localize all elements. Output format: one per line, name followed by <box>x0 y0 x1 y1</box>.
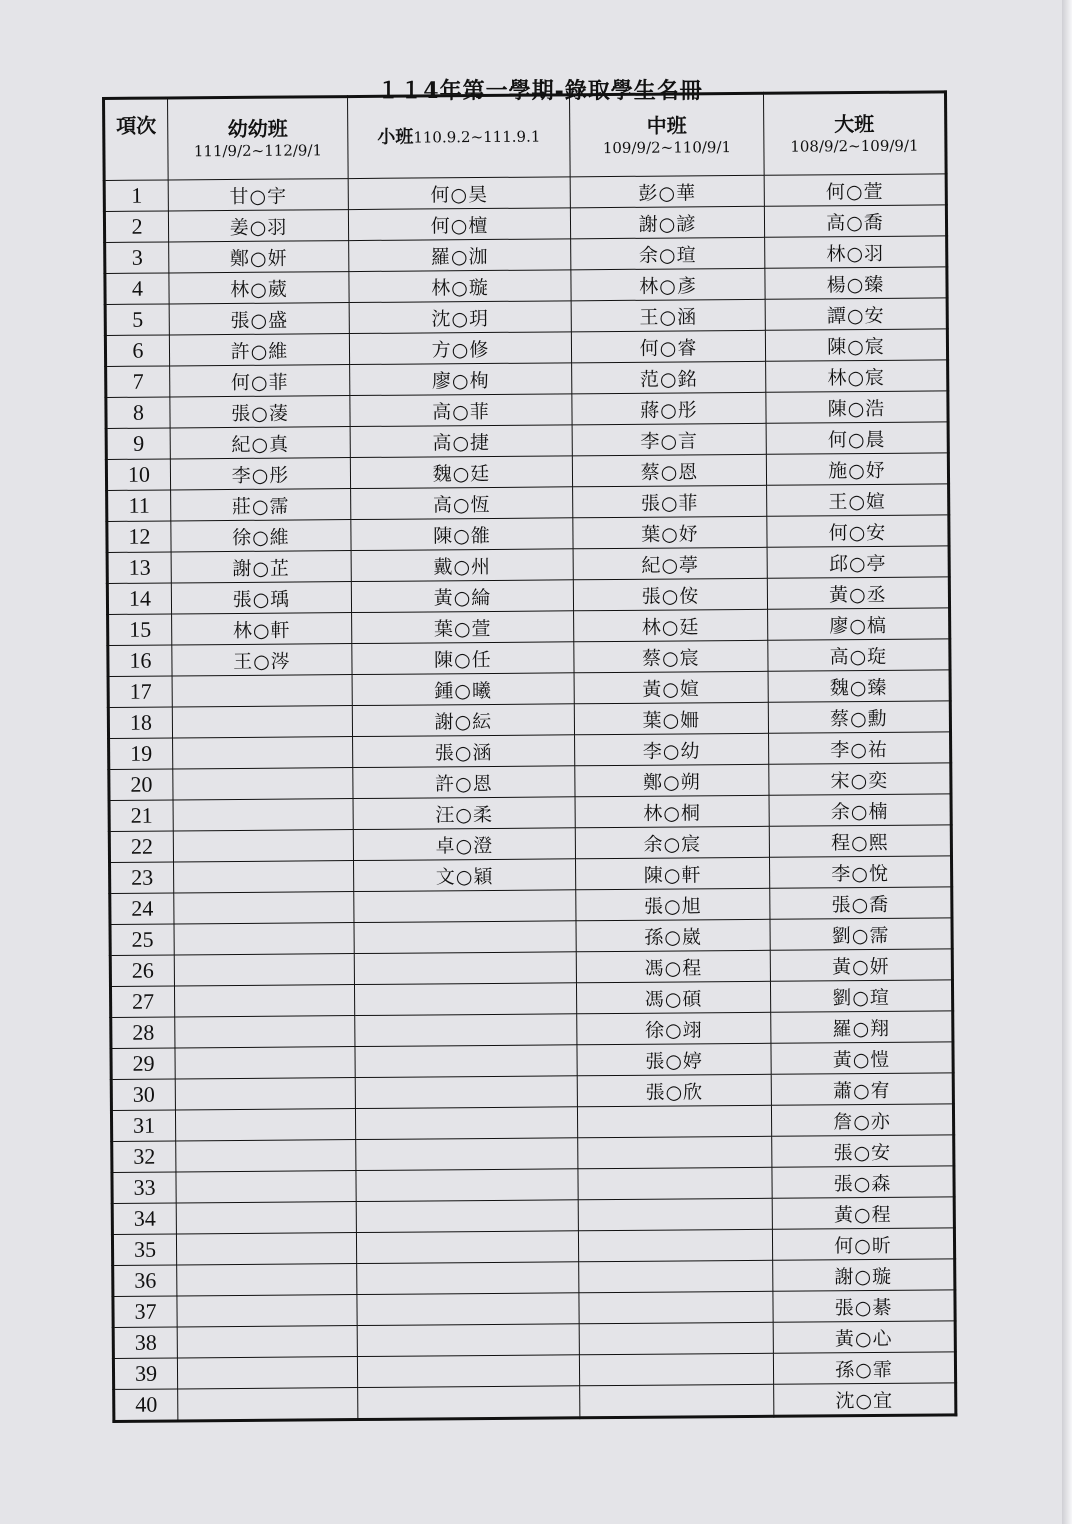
large-student-cell: 何○晨 <box>766 422 948 454</box>
infant-student-cell <box>174 892 354 924</box>
middle-student-cell <box>578 1136 772 1169</box>
large-student-cell: 劉○霈 <box>770 918 952 950</box>
middle-student-cell: 馮○程 <box>576 950 770 983</box>
infant-student-cell: 王○涔 <box>172 644 352 676</box>
large-student-cell: 邱○亭 <box>767 546 949 578</box>
large-student-cell: 楊○臻 <box>765 267 947 299</box>
small-student-cell: 謝○紜 <box>352 704 574 737</box>
middle-student-cell: 林○桐 <box>575 795 769 828</box>
infant-student-cell: 許○維 <box>169 334 349 366</box>
small-class-name: 小班 <box>377 126 414 148</box>
infant-class-name: 幼幼班 <box>227 116 288 142</box>
large-class-range: 108/9/2~109/9/1 <box>790 136 919 156</box>
infant-student-cell <box>178 1388 358 1421</box>
middle-student-cell: 李○幼 <box>575 733 769 766</box>
infant-student-cell <box>172 675 352 707</box>
small-student-cell: 何○檀 <box>348 208 570 241</box>
large-student-cell: 羅○翔 <box>771 1011 953 1043</box>
infant-student-cell <box>173 768 353 800</box>
roster-table-header <box>104 92 947 181</box>
infant-student-cell <box>173 830 353 862</box>
middle-student-cell <box>578 1198 772 1231</box>
item-number-cell: 2 <box>104 211 168 243</box>
large-student-cell: 蕭○宥 <box>771 1073 953 1105</box>
middle-student-cell <box>578 1229 772 1262</box>
middle-class-name: 中班 <box>646 113 687 138</box>
infant-student-cell: 何○菲 <box>170 365 350 397</box>
item-number-cell: 25 <box>110 924 174 956</box>
small-student-cell <box>356 1231 578 1264</box>
large-student-cell: 程○熙 <box>769 825 951 857</box>
large-student-cell: 林○羽 <box>765 236 947 268</box>
item-number-cell: 27 <box>110 986 174 1018</box>
large-student-cell: 黃○愷 <box>771 1042 953 1074</box>
middle-student-cell: 孫○崴 <box>576 919 770 952</box>
large-student-cell: 黃○丞 <box>767 577 949 609</box>
infant-student-cell <box>173 737 353 769</box>
small-student-cell: 高○捷 <box>350 425 572 458</box>
large-student-cell: 廖○槁 <box>768 608 950 640</box>
infant-student-cell <box>177 1264 357 1296</box>
infant-student-cell: 甘○宇 <box>168 179 348 211</box>
large-student-cell: 黃○程 <box>772 1197 954 1229</box>
large-student-cell: 林○宸 <box>766 360 948 392</box>
infant-class-range: 111/9/2~112/9/1 <box>193 141 323 161</box>
small-student-cell <box>355 1107 577 1140</box>
infant-student-cell <box>176 1171 356 1203</box>
middle-student-cell: 葉○姍 <box>574 702 768 735</box>
roster-table-wrapper <box>102 90 954 1423</box>
infant-student-cell <box>175 1109 355 1141</box>
infant-student-cell <box>174 954 354 986</box>
infant-student-cell: 莊○霈 <box>171 489 351 521</box>
middle-student-cell <box>579 1260 773 1293</box>
large-student-cell: 張○喬 <box>770 887 952 919</box>
item-number-cell: 4 <box>105 273 169 305</box>
infant-student-cell <box>176 1233 356 1265</box>
small-student-cell: 廖○栒 <box>350 363 572 396</box>
large-student-cell: 謝○璇 <box>773 1259 955 1291</box>
small-student-cell <box>354 983 576 1016</box>
item-number-cell: 17 <box>108 676 172 708</box>
item-number-cell: 16 <box>108 645 172 677</box>
middle-student-cell: 何○睿 <box>571 330 765 363</box>
infant-student-cell <box>176 1202 356 1234</box>
infant-student-cell: 張○蓤 <box>170 396 350 428</box>
item-number-cell: 29 <box>111 1048 175 1080</box>
large-student-cell: 劉○瑄 <box>770 980 952 1012</box>
middle-student-cell: 徐○翊 <box>577 1012 771 1045</box>
small-student-cell <box>354 921 576 954</box>
header-small-class <box>348 95 571 179</box>
item-number-cell: 20 <box>109 769 173 801</box>
middle-student-cell: 紀○葶 <box>573 547 767 580</box>
large-student-cell: 張○森 <box>772 1166 954 1198</box>
middle-student-cell: 范○銘 <box>572 361 766 394</box>
middle-student-cell: 張○婷 <box>577 1043 771 1076</box>
middle-student-cell: 蔣○彤 <box>572 392 766 425</box>
middle-student-cell: 王○涵 <box>571 299 765 332</box>
middle-student-cell: 蔡○宸 <box>574 640 768 673</box>
infant-student-cell <box>175 1016 355 1048</box>
small-student-cell <box>355 1045 577 1078</box>
large-class-name: 大班 <box>834 112 875 137</box>
small-student-cell <box>356 1138 578 1171</box>
small-student-cell: 沈○玥 <box>349 301 571 334</box>
small-class-range: 110.9.2~111.9.1 <box>413 127 541 147</box>
item-number-cell: 18 <box>108 707 172 739</box>
item-number-cell: 19 <box>109 738 173 770</box>
large-student-cell: 余○楠 <box>769 794 951 826</box>
large-student-cell: 黃○妍 <box>770 949 952 981</box>
infant-student-cell <box>177 1357 357 1389</box>
item-number-cell: 5 <box>105 304 169 336</box>
infant-student-cell <box>175 1078 355 1110</box>
item-number-cell: 26 <box>110 955 174 987</box>
small-student-cell: 何○昊 <box>348 177 570 210</box>
large-student-cell: 黃○心 <box>773 1321 955 1353</box>
large-student-cell: 何○萱 <box>764 174 946 206</box>
item-number-cell: 11 <box>107 490 171 522</box>
item-number-cell: 21 <box>109 800 173 832</box>
large-student-cell: 張○安 <box>772 1135 954 1167</box>
large-student-cell: 魏○臻 <box>768 670 950 702</box>
middle-student-cell <box>578 1167 772 1200</box>
item-number-cell: 34 <box>112 1203 176 1235</box>
middle-student-cell: 張○欣 <box>577 1074 771 1107</box>
item-number-cell: 13 <box>107 552 171 584</box>
item-number-cell: 30 <box>111 1079 175 1111</box>
middle-student-cell <box>580 1384 774 1418</box>
middle-student-cell: 鄭○朔 <box>575 764 769 797</box>
item-number-cell: 39 <box>113 1358 177 1390</box>
item-number-cell: 7 <box>106 366 170 398</box>
item-number-cell: 40 <box>114 1389 178 1422</box>
item-number-cell: 31 <box>111 1110 175 1142</box>
small-student-cell <box>354 890 576 923</box>
infant-student-cell: 姜○羽 <box>168 210 348 242</box>
item-number-cell: 12 <box>107 521 171 553</box>
small-student-cell: 文○穎 <box>354 859 576 892</box>
infant-student-cell <box>173 799 353 831</box>
middle-student-cell: 張○侒 <box>573 578 767 611</box>
infant-student-cell <box>174 923 354 955</box>
infant-student-cell: 謝○芷 <box>171 551 351 583</box>
middle-student-cell: 李○言 <box>572 423 766 456</box>
header-row <box>104 92 947 181</box>
small-student-cell: 戴○州 <box>351 549 573 582</box>
large-student-cell: 高○琁 <box>768 639 950 671</box>
middle-student-cell: 蔡○恩 <box>572 454 766 487</box>
large-student-cell: 孫○霏 <box>773 1352 955 1384</box>
infant-student-cell: 李○彤 <box>170 458 350 490</box>
infant-student-cell <box>177 1326 357 1358</box>
small-student-cell <box>358 1386 580 1420</box>
middle-student-cell <box>579 1291 773 1324</box>
small-student-cell <box>357 1262 579 1295</box>
large-student-cell: 何○昕 <box>772 1228 954 1260</box>
item-number-cell: 32 <box>112 1141 176 1173</box>
infant-student-cell: 鄭○妍 <box>169 241 349 273</box>
small-student-cell <box>357 1355 579 1388</box>
infant-student-cell: 林○軒 <box>172 613 352 645</box>
small-student-cell: 卓○澄 <box>353 828 575 861</box>
header-middle-class <box>569 93 764 177</box>
table-row <box>114 1383 956 1422</box>
small-student-cell: 陳○任 <box>352 642 574 675</box>
middle-student-cell: 余○宸 <box>575 826 769 859</box>
small-student-cell: 許○恩 <box>353 766 575 799</box>
item-number-cell: 38 <box>113 1327 177 1359</box>
large-student-cell: 陳○宸 <box>765 329 947 361</box>
large-student-cell: 高○喬 <box>764 205 946 237</box>
middle-student-cell: 黃○媗 <box>574 671 768 704</box>
infant-student-cell: 徐○維 <box>171 520 351 552</box>
small-student-cell: 汪○柔 <box>353 797 575 830</box>
item-number-cell: 33 <box>112 1172 176 1204</box>
middle-student-cell: 葉○妤 <box>573 516 767 549</box>
item-number-cell: 35 <box>112 1234 176 1266</box>
small-student-cell <box>356 1169 578 1202</box>
small-student-cell: 葉○萱 <box>352 611 574 644</box>
small-student-cell <box>356 1200 578 1233</box>
infant-student-cell: 林○葳 <box>169 272 349 304</box>
middle-student-cell: 彭○華 <box>570 175 764 208</box>
large-student-cell: 何○安 <box>767 515 949 547</box>
large-student-cell: 張○綦 <box>773 1290 955 1322</box>
item-number-cell: 28 <box>111 1017 175 1049</box>
small-student-cell <box>354 952 576 985</box>
item-number-cell: 1 <box>104 180 168 212</box>
middle-student-cell: 張○菲 <box>573 485 767 518</box>
middle-student-cell: 馮○碩 <box>576 981 770 1014</box>
infant-student-cell <box>174 861 354 893</box>
infant-student-cell: 紀○真 <box>170 427 350 459</box>
item-number-cell: 14 <box>107 583 171 615</box>
infant-student-cell <box>172 706 352 738</box>
large-student-cell: 譚○安 <box>765 298 947 330</box>
item-number-cell: 3 <box>105 242 169 274</box>
large-student-cell: 詹○亦 <box>771 1104 953 1136</box>
middle-student-cell: 林○廷 <box>574 609 768 642</box>
small-student-cell: 陳○雒 <box>351 518 573 551</box>
item-number-cell: 8 <box>106 397 170 429</box>
middle-student-cell: 陳○軒 <box>575 857 769 890</box>
small-student-cell: 高○恆 <box>351 487 573 520</box>
middle-student-cell: 張○旭 <box>576 888 770 921</box>
small-student-cell <box>357 1324 579 1357</box>
middle-student-cell <box>579 1353 773 1386</box>
item-number-cell: 6 <box>105 335 169 367</box>
large-student-cell: 宋○奕 <box>769 763 951 795</box>
middle-student-cell <box>579 1322 773 1355</box>
small-student-cell: 林○璇 <box>349 270 571 303</box>
header-infant-class <box>168 97 349 180</box>
large-student-cell: 李○悅 <box>769 856 951 888</box>
item-number-cell: 23 <box>110 862 174 894</box>
large-student-cell: 陳○浩 <box>766 391 948 423</box>
small-student-cell: 高○菲 <box>350 394 572 427</box>
small-student-cell: 魏○廷 <box>350 456 572 489</box>
small-student-cell <box>357 1293 579 1326</box>
infant-student-cell <box>177 1295 357 1327</box>
small-student-cell: 羅○泇 <box>349 239 571 272</box>
header-item-number: 項次 <box>104 98 169 181</box>
infant-student-cell: 張○盛 <box>169 303 349 335</box>
roster-table <box>102 90 957 1423</box>
middle-student-cell: 謝○諺 <box>570 206 764 239</box>
middle-student-cell <box>577 1105 771 1138</box>
large-student-cell: 王○媗 <box>767 484 949 516</box>
infant-student-cell <box>174 985 354 1017</box>
page-edge-shadow <box>1062 0 1072 1524</box>
item-number-cell: 15 <box>108 614 172 646</box>
document-title: １１4年第一學期-錄取學生名冊 <box>377 78 703 104</box>
small-student-cell <box>355 1076 577 1109</box>
infant-student-cell: 張○瑀 <box>171 582 351 614</box>
header-large-class <box>763 92 946 175</box>
small-student-cell: 黃○綸 <box>351 580 573 613</box>
small-student-cell: 張○涵 <box>353 735 575 768</box>
item-number-cell: 24 <box>110 893 174 925</box>
item-number-cell: 37 <box>113 1296 177 1328</box>
large-student-cell: 李○祐 <box>769 732 951 764</box>
large-student-cell: 施○妤 <box>766 453 948 485</box>
middle-class-range: 109/9/2~110/9/1 <box>602 138 732 158</box>
small-student-cell <box>355 1014 577 1047</box>
infant-student-cell <box>176 1140 356 1172</box>
large-student-cell: 蔡○勳 <box>768 701 950 733</box>
infant-student-cell <box>175 1047 355 1079</box>
item-number-cell: 10 <box>106 459 170 491</box>
item-number-cell: 36 <box>113 1265 177 1297</box>
item-number-cell: 22 <box>109 831 173 863</box>
roster-table-body <box>104 174 956 1422</box>
small-student-cell: 方○修 <box>349 332 571 365</box>
large-student-cell: 沈○宜 <box>774 1383 956 1416</box>
middle-student-cell: 余○瑄 <box>571 237 765 270</box>
small-student-cell: 鍾○曦 <box>352 673 574 706</box>
middle-student-cell: 林○彥 <box>571 268 765 301</box>
item-number-cell: 9 <box>106 428 170 460</box>
